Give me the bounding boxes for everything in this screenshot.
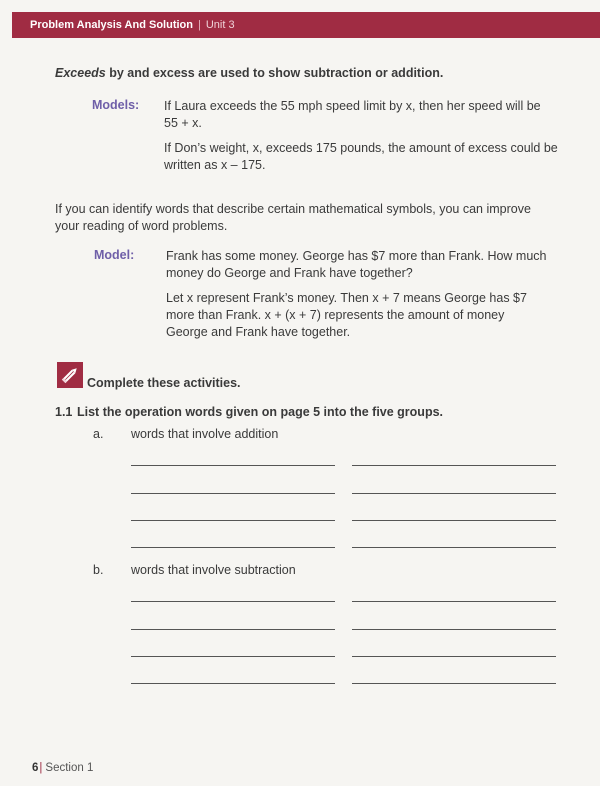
models-text-1 [164, 98, 584, 132]
answer-line-a-6[interactable] [352, 520, 556, 521]
intro-rest: by and excess are used to show subtraction or addition. [105, 66, 444, 80]
answer-line-b-7[interactable] [131, 683, 335, 684]
answer-line-a-7[interactable] [131, 547, 335, 548]
answer-line-a-1[interactable] [131, 465, 335, 466]
question-text: List the operation words given on page 5 into the five groups. [77, 405, 444, 419]
part-b-text: words that involve subtraction [131, 563, 296, 577]
page-number: 6 [32, 762, 39, 774]
model-text-2 [166, 290, 586, 341]
answer-line-a-4[interactable] [352, 493, 556, 494]
part-b-letter: b. [93, 563, 104, 577]
pencil-icon [57, 362, 83, 388]
model-label: Model: [94, 248, 135, 262]
part-a-text: words that involve addition [131, 427, 279, 441]
intro-paragraph [55, 201, 595, 235]
answer-line-a-8[interactable] [352, 547, 556, 548]
models-line-1: If Laura exceeds the 55 mph speed limit by x, then her speed will be [164, 99, 541, 113]
intro-line [55, 65, 575, 82]
part-a-letter: a. [93, 427, 104, 441]
page-header [12, 12, 600, 38]
answer-line-b-3[interactable] [131, 629, 335, 630]
answer-line-b-5[interactable] [131, 656, 335, 657]
answer-line-b-4[interactable] [352, 629, 556, 630]
models-line-3: If Don’s weight, x, exceeds 175 pounds, the amount of excess could be [164, 141, 558, 155]
page-footer [32, 762, 93, 774]
model-line-2: money do George and Frank have together? [166, 266, 413, 280]
models-text-2 [164, 140, 584, 174]
header-title: Problem Analysis And Solution [30, 19, 193, 31]
paragraph-line-1: If you can identify words that describe certain mathematical symbols, you can improve [55, 202, 531, 216]
answer-line-a-5[interactable] [131, 520, 335, 521]
answer-line-b-6[interactable] [352, 656, 556, 657]
header-unit: Unit 3 [205, 19, 235, 31]
activities-heading: Complete these activities. [87, 376, 241, 390]
footer-section: Section 1 [45, 762, 94, 774]
models-line-2: 55 + x. [164, 116, 202, 130]
model-line-4: more than Frank. x + (x + 7) represents the amount of money [166, 308, 505, 322]
header-separator: | [197, 19, 201, 31]
paragraph-line-2: your reading of word problems. [55, 219, 228, 233]
model-text-1 [166, 248, 586, 282]
answer-line-a-3[interactable] [131, 493, 335, 494]
question-number: 1.1 [55, 405, 73, 419]
answer-line-b-2[interactable] [352, 601, 556, 602]
footer-separator: | [39, 762, 43, 774]
answer-line-b-8[interactable] [352, 683, 556, 684]
models-line-4: written as x – 175. [164, 158, 266, 172]
model-line-1: Frank has some money. George has $7 more than Frank. How much [166, 249, 547, 263]
answer-line-b-1[interactable] [131, 601, 335, 602]
models-label: Models: [92, 98, 140, 112]
model-line-5: George and Frank have together. [166, 325, 351, 339]
model-line-3: Let x represent Frank’s money. Then x + 7 means George has $7 [166, 291, 527, 305]
answer-line-a-2[interactable] [352, 465, 556, 466]
intro-emphasis: Exceeds [55, 66, 106, 80]
